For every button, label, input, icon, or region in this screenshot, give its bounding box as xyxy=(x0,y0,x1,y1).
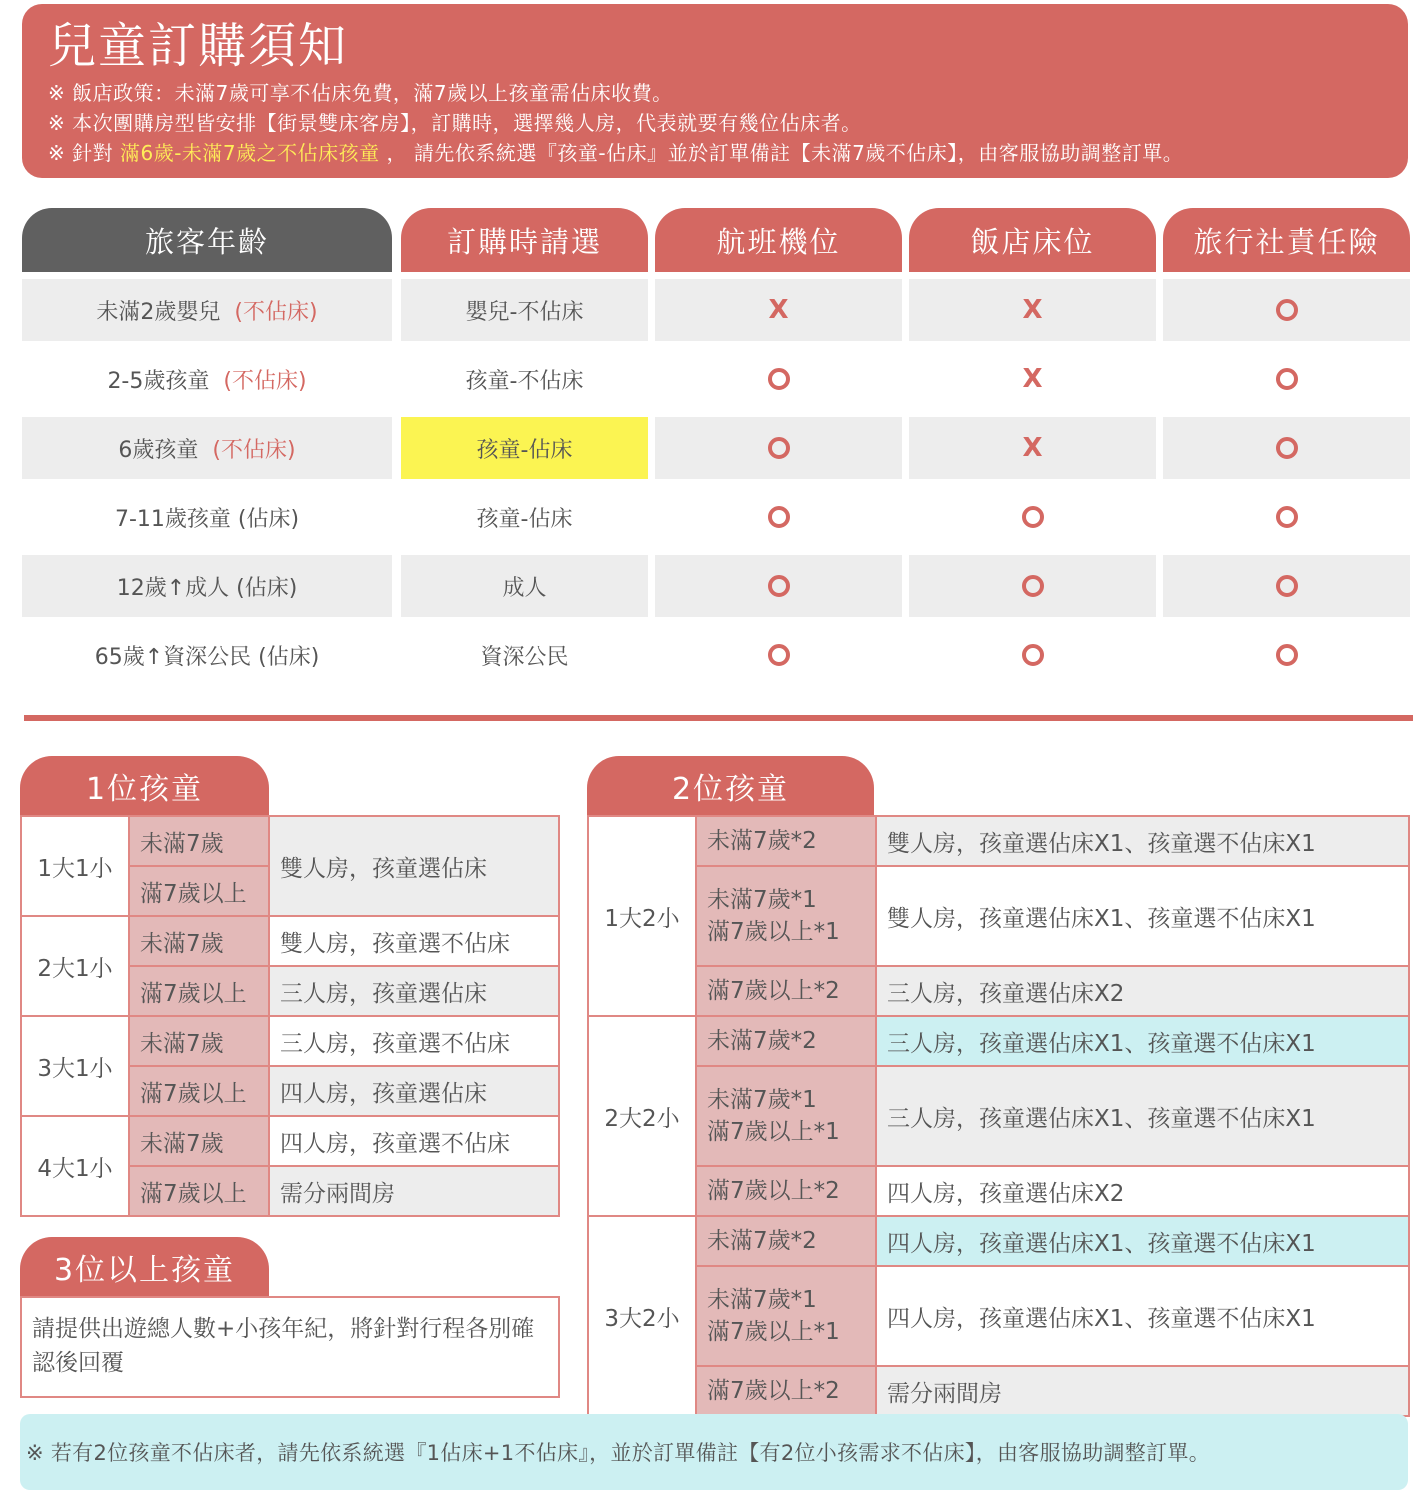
room-result: 雙人房，孩童選佔床X1、孩童選不佔床X1 xyxy=(876,816,1409,866)
age-cell xyxy=(22,486,392,548)
room-result: 四人房，孩童選佔床X1、孩童選不佔床X1 xyxy=(876,1266,1409,1366)
table-row xyxy=(588,1366,1409,1416)
notice-line3-suffix: ， 請先依系統選『孩童-佔床』並於訂單備註【未滿7歲不佔床】，由客服協助調整訂單。 xyxy=(379,141,1184,165)
group-label: 4大1小 xyxy=(21,1116,129,1216)
age-condition: 滿7歲以上 xyxy=(129,966,269,1016)
flight-cell xyxy=(655,279,902,341)
select-cell: 孩童-佔床 xyxy=(401,417,648,479)
age-label: 2-5歲孩童 xyxy=(107,368,210,394)
age-condition: 未滿7歲 xyxy=(129,916,269,966)
room-result: 四人房，孩童選佔床 xyxy=(269,1066,559,1116)
age-condition: 未滿7歲 xyxy=(129,816,269,866)
room-result: 四人房，孩童選佔床X1、孩童選不佔床X1 xyxy=(876,1216,1409,1266)
insurance-cell xyxy=(1163,279,1410,341)
age-condition xyxy=(696,866,876,966)
age-condition-line1: 未滿7歲*2 xyxy=(707,1028,817,1054)
table-row xyxy=(588,1216,1409,1266)
group-label: 3大1小 xyxy=(21,1016,129,1116)
cross-icon: X xyxy=(1022,295,1043,325)
room-result: 雙人房，孩童選佔床X1、孩童選不佔床X1 xyxy=(876,866,1409,966)
age-condition-line1: 未滿7歲*1 xyxy=(707,1087,817,1113)
flight-cell xyxy=(655,348,902,410)
table-row xyxy=(21,1116,559,1166)
table-row xyxy=(588,1266,1409,1366)
header-hotel-bed: 飯店床位 xyxy=(909,208,1156,272)
circle-icon xyxy=(768,644,790,666)
age-cell xyxy=(22,279,392,341)
circle-icon xyxy=(1022,575,1044,597)
section-divider xyxy=(24,715,1413,721)
circle-icon xyxy=(768,437,790,459)
room-result: 三人房，孩童選佔床X1、孩童選不佔床X1 xyxy=(876,1066,1409,1166)
circle-icon xyxy=(1022,644,1044,666)
one-child-table xyxy=(20,815,560,1217)
tab-one-child: 1位孩童 xyxy=(20,756,269,816)
age-condition-line2: 滿7歲以上*1 xyxy=(707,919,840,945)
insurance-cell xyxy=(1163,624,1410,686)
age-cell xyxy=(22,624,392,686)
policy-row xyxy=(22,555,1410,617)
group-label: 1大1小 xyxy=(21,816,129,916)
flight-cell xyxy=(655,624,902,686)
age-condition-line1: 滿7歲以上*2 xyxy=(707,978,840,1004)
header-flight-seat: 航班機位 xyxy=(655,208,902,272)
policy-row xyxy=(22,624,1410,686)
age-condition-line2: 滿7歲以上*1 xyxy=(707,1119,840,1145)
circle-icon xyxy=(768,368,790,390)
policy-row xyxy=(22,417,1410,479)
tab-three-plus-children: 3位以上孩童 xyxy=(20,1237,269,1297)
age-condition-line2: 滿7歲以上*1 xyxy=(707,1319,840,1345)
three-plus-note: 請提供出遊總人數+小孩年紀，將針對行程各別確認後回覆 xyxy=(20,1296,560,1398)
age-condition-line1: 未滿7歲*2 xyxy=(707,828,817,854)
footnote: ※ 若有2位孩童不佔床者，請先依系統選『1佔床+1不佔床』，並於訂單備註【有2位小孩需求不佔床】，由客服協助調整訂單。 xyxy=(20,1414,1408,1490)
circle-icon xyxy=(1276,368,1298,390)
age-condition: 未滿7歲 xyxy=(129,1016,269,1066)
room-result: 三人房，孩童選佔床X1、孩童選不佔床X1 xyxy=(876,1016,1409,1066)
circle-icon xyxy=(1022,506,1044,528)
notice-line-hotel-policy: ※ 飯店政策：未滿7歲可享不佔床免費，滿7歲以上孩童需佔床收費。 xyxy=(48,81,673,105)
group-label: 2大1小 xyxy=(21,916,129,1016)
room-result: 需分兩間房 xyxy=(269,1166,559,1216)
age-cell xyxy=(22,348,392,410)
circle-icon xyxy=(1276,506,1298,528)
page-title: 兒童訂購須知 xyxy=(48,18,349,74)
bed-cell xyxy=(909,486,1156,548)
age-condition-line1: 滿7歲以上*2 xyxy=(707,1378,840,1404)
notice-banner xyxy=(22,4,1408,178)
notice-line-age6 xyxy=(48,138,1408,168)
tab-two-children: 2位孩童 xyxy=(587,756,874,816)
age-label: 65歲↑資深公民 (佔床) xyxy=(94,644,320,670)
age-condition: 未滿7歲 xyxy=(129,1116,269,1166)
age-label: 未滿2歲嬰兒 xyxy=(96,299,221,325)
two-children-table xyxy=(587,815,1410,1417)
bed-cell xyxy=(909,279,1156,341)
age-condition xyxy=(696,1266,876,1366)
age-label: 6歲孩童 xyxy=(118,437,199,463)
notice-line3-prefix: ※ 針對 xyxy=(48,141,120,165)
insurance-cell xyxy=(1163,486,1410,548)
group-label: 3大2小 xyxy=(588,1216,696,1416)
table-row xyxy=(588,1166,1409,1216)
age-condition xyxy=(696,1366,876,1416)
insurance-cell xyxy=(1163,348,1410,410)
circle-icon xyxy=(768,575,790,597)
age-condition xyxy=(696,1166,876,1216)
table-row xyxy=(21,816,559,866)
no-bed-note: (不佔床) xyxy=(234,299,318,325)
age-condition-line1: 未滿7歲*1 xyxy=(707,887,817,913)
no-bed-note: (不佔床) xyxy=(223,368,307,394)
table-row xyxy=(21,916,559,966)
room-result: 三人房，孩童選佔床 xyxy=(269,966,559,1016)
room-result: 四人房，孩童選佔床X2 xyxy=(876,1166,1409,1216)
insurance-cell xyxy=(1163,555,1410,617)
room-result: 三人房，孩童選佔床X2 xyxy=(876,966,1409,1016)
cross-icon: X xyxy=(1022,433,1043,463)
insurance-cell xyxy=(1163,417,1410,479)
policy-table xyxy=(22,208,1410,686)
select-cell: 孩童-佔床 xyxy=(476,506,573,532)
circle-icon xyxy=(1276,437,1298,459)
circle-icon xyxy=(1276,575,1298,597)
header-traveler-age: 旅客年齡 xyxy=(22,208,392,272)
bed-cell xyxy=(909,624,1156,686)
age-condition-line1: 未滿7歲*1 xyxy=(707,1287,817,1313)
room-result: 需分兩間房 xyxy=(876,1366,1409,1416)
age-label: 7-11歲孩童 (佔床) xyxy=(114,506,300,532)
age-condition xyxy=(696,1016,876,1066)
policy-row xyxy=(22,279,1410,341)
select-cell: 成人 xyxy=(401,555,648,617)
room-result: 雙人房，孩童選佔床 xyxy=(269,816,559,916)
policy-rows xyxy=(22,279,1410,686)
table-row xyxy=(588,1066,1409,1166)
policy-header-row xyxy=(22,208,1410,272)
cross-icon: X xyxy=(768,295,789,325)
notice-highlight: 滿6歲-未滿7歲之不佔床孩童 xyxy=(119,141,380,165)
bed-cell xyxy=(909,555,1156,617)
policy-row xyxy=(22,348,1410,410)
age-condition xyxy=(696,816,876,866)
flight-cell xyxy=(655,486,902,548)
circle-icon xyxy=(768,506,790,528)
bed-cell xyxy=(909,417,1156,479)
policy-row xyxy=(22,486,1410,548)
circle-icon xyxy=(1276,299,1298,321)
notice-line-room-type: ※ 本次團購房型皆安排【街景雙床客房】，訂購時，選擇幾人房，代表就要有幾位佔床者。 xyxy=(48,111,862,135)
flight-cell xyxy=(655,555,902,617)
age-cell xyxy=(22,555,392,617)
flight-cell xyxy=(655,417,902,479)
select-cell: 資深公民 xyxy=(480,644,569,670)
age-condition xyxy=(696,1066,876,1166)
table-row xyxy=(21,1016,559,1066)
age-condition: 滿7歲以上 xyxy=(129,1066,269,1116)
age-condition xyxy=(696,966,876,1016)
age-condition-line1: 滿7歲以上*2 xyxy=(707,1178,840,1204)
header-select-when-ordering: 訂購時請選 xyxy=(401,208,648,272)
select-cell: 嬰兒-不佔床 xyxy=(401,279,648,341)
cross-icon: X xyxy=(1022,364,1043,394)
age-condition xyxy=(696,1216,876,1266)
age-condition: 滿7歲以上 xyxy=(129,1166,269,1216)
group-label: 1大2小 xyxy=(588,816,696,1016)
no-bed-note: (不佔床) xyxy=(212,437,296,463)
select-cell: 孩童-不佔床 xyxy=(465,368,584,394)
table-row xyxy=(588,816,1409,866)
table-row xyxy=(588,966,1409,1016)
table-row xyxy=(588,866,1409,966)
room-result: 雙人房，孩童選不佔床 xyxy=(269,916,559,966)
room-result: 四人房，孩童選不佔床 xyxy=(269,1116,559,1166)
bed-cell xyxy=(909,348,1156,410)
room-result: 三人房，孩童選不佔床 xyxy=(269,1016,559,1066)
age-cell xyxy=(22,417,392,479)
table-row xyxy=(588,1016,1409,1066)
header-travel-insurance: 旅行社責任險 xyxy=(1163,208,1410,272)
circle-icon xyxy=(1276,644,1298,666)
age-condition-line1: 未滿7歲*2 xyxy=(707,1228,817,1254)
age-condition: 滿7歲以上 xyxy=(129,866,269,916)
group-label: 2大2小 xyxy=(588,1016,696,1216)
age-label: 12歲↑成人 (佔床) xyxy=(116,575,298,601)
